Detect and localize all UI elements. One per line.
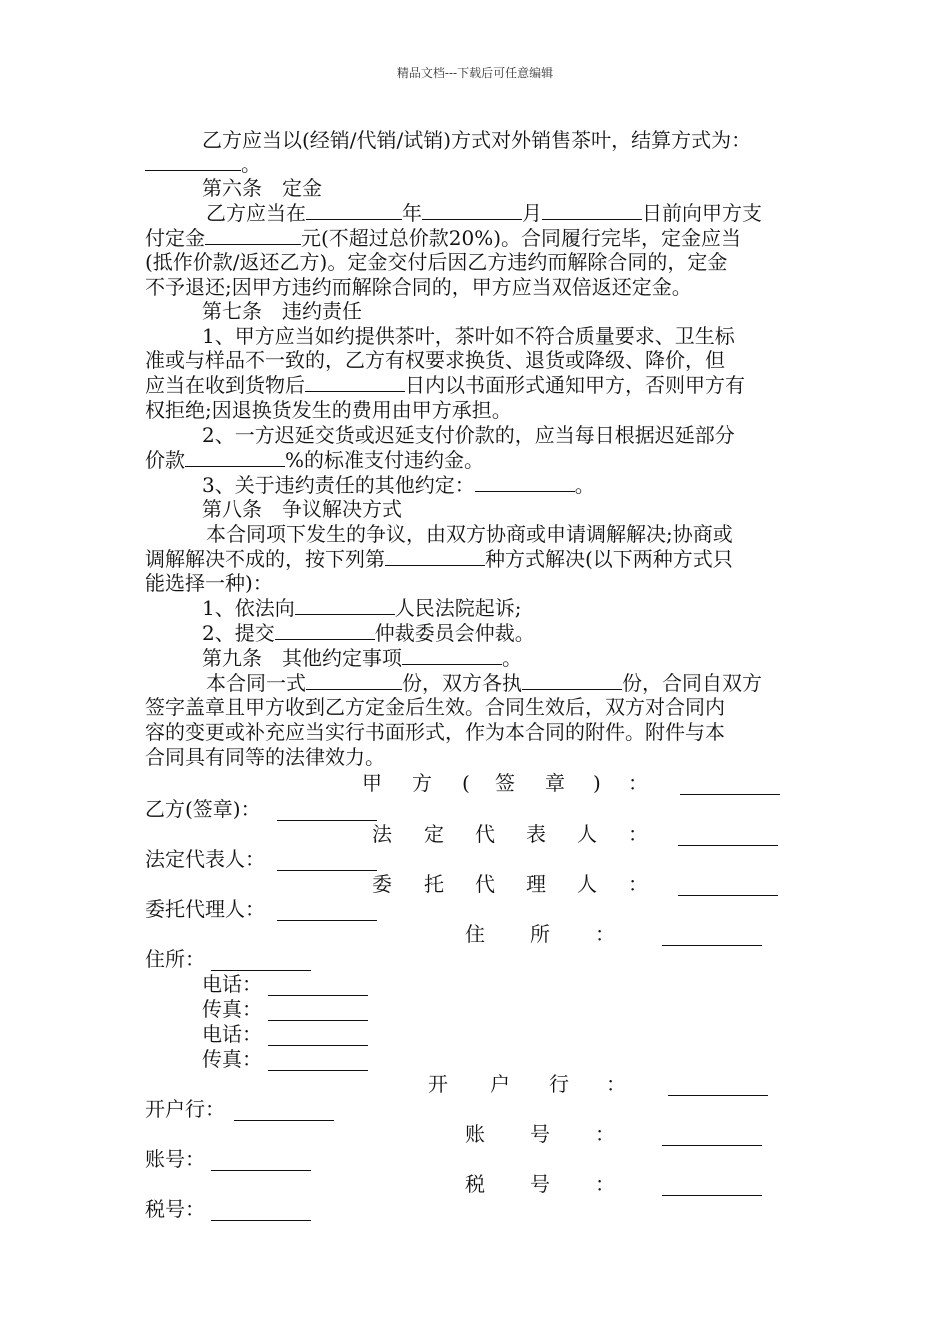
- sign-label-char: 户: [490, 1072, 510, 1096]
- sign-label-char: (: [462, 771, 470, 795]
- blank-line: [678, 894, 778, 896]
- section-heading-8: 第八条 争议解决方式: [202, 497, 402, 521]
- sign-label: 账号：: [145, 1147, 205, 1171]
- blank-line: [211, 1219, 311, 1221]
- sign-label: 法定代表人：: [145, 847, 265, 871]
- sign-label-char: 表: [526, 822, 546, 846]
- blank-line: [277, 869, 377, 871]
- sign-label: 住所：: [145, 947, 205, 971]
- blank-line: [662, 1144, 762, 1146]
- text-line: 。: [145, 152, 261, 176]
- sign-label-char: 住: [465, 922, 485, 946]
- text-line: 应当在收到货物后 日内以书面形式通知甲方，否则甲方有: [145, 373, 745, 397]
- sign-label-char: 法: [372, 822, 392, 846]
- blank-line: [145, 152, 241, 171]
- sign-label-char: 方: [412, 771, 432, 795]
- sign-label-char: 章: [545, 771, 565, 795]
- sign-label-char: 人: [577, 822, 597, 846]
- blank-line: [662, 944, 762, 946]
- text-line: 2、一方迟延交货或迟延支付价款的，应当每日根据迟延部分: [202, 423, 735, 447]
- sign-label-char: 委: [372, 872, 392, 896]
- sign-label-char: 税: [465, 1172, 485, 1196]
- sign-label-char: ：: [628, 872, 648, 896]
- text-line: 权拒绝;因退换货发生的费用由甲方承担。: [145, 398, 512, 422]
- blank-line: [268, 1019, 368, 1021]
- sign-label: 开户行：: [145, 1097, 225, 1121]
- text-line: 付定金 元(不超过总价款20%)。合同履行完毕，定金应当: [145, 226, 742, 250]
- text-line: 不予退还;因甲方违约而解除合同的，甲方应当双倍返还定金。: [145, 275, 692, 299]
- text-line: 调解解决不成的，按下列第 种方式解决(以下两种方式只: [145, 547, 733, 571]
- sign-label-char: 签: [495, 771, 515, 795]
- sign-label: 传真：: [202, 1047, 262, 1071]
- sign-label-char: ：: [628, 771, 648, 795]
- sign-label-char: 代: [475, 822, 495, 846]
- text-line: 容的变更或补充应当实行书面形式，作为本合同的附件。附件与本: [145, 720, 725, 744]
- sign-label-char: ：: [606, 1072, 626, 1096]
- sign-label-char: 人: [577, 872, 597, 896]
- blank-line: [234, 1119, 334, 1121]
- page-header: 精品文档---下载后可任意编辑: [396, 66, 554, 80]
- blank-line: [268, 1044, 368, 1046]
- sign-label: 委托代理人：: [145, 897, 265, 921]
- sign-label-char: 号: [530, 1122, 550, 1146]
- blank-line: [680, 793, 780, 795]
- sign-label: 乙方(签章)：: [145, 797, 261, 821]
- sign-label-char: 甲: [362, 771, 382, 795]
- sign-label: 传真：: [202, 997, 262, 1021]
- sign-label-char: 托: [424, 872, 444, 896]
- sign-label: 电话：: [202, 972, 262, 996]
- sign-label-char: 代: [475, 872, 495, 896]
- section-heading-6: 第六条 定金: [202, 176, 322, 200]
- blank-line: [268, 994, 368, 996]
- sign-label-char: 开: [428, 1072, 448, 1096]
- sign-label-char: ：: [628, 822, 648, 846]
- blank-line: [211, 1169, 311, 1171]
- blank-line: [668, 1094, 768, 1096]
- sign-label-char: 理: [526, 872, 546, 896]
- text-line: 本合同一式 份，双方各执 份，合同自双方: [206, 671, 762, 695]
- section-heading-7: 第七条 违约责任: [202, 299, 362, 323]
- text-line: 签字盖章且甲方收到乙方定金后生效。合同生效后，双方对合同内: [145, 695, 725, 719]
- blank-line: [678, 844, 778, 846]
- sign-label-char: 账: [465, 1122, 485, 1146]
- sign-label-char: 号: [530, 1172, 550, 1196]
- sign-label-char: 定: [424, 822, 444, 846]
- sign-label-char: ：: [595, 922, 615, 946]
- text-line: 1、依法向 人民法院起诉;: [202, 596, 522, 620]
- blank-line: [277, 919, 377, 921]
- text-line: 3、关于违约责任的其他约定： 。: [202, 473, 595, 497]
- sign-label-char: ): [593, 771, 601, 795]
- text-line: 1、甲方应当如约提供茶叶，茶叶如不符合质量要求、卫生标: [202, 324, 735, 348]
- text-line: 2、提交 仲裁委员会仲裁。: [202, 621, 535, 645]
- sign-label-char: 所: [530, 922, 550, 946]
- sign-label-char: ：: [595, 1122, 615, 1146]
- sign-label-char: 行: [549, 1072, 569, 1096]
- blank-line: [268, 1069, 368, 1071]
- text-line: 乙方应当以(经销/代销/试销)方式对外销售茶叶，结算方式为：: [202, 128, 752, 152]
- text-line: (抵作价款/返还乙方)。定金交付后因乙方违约而解除合同的，定金: [145, 250, 728, 274]
- text-line: 准或与样品不一致的，乙方有权要求换货、退货或降级、降价，但: [145, 348, 725, 372]
- text-line: 价款 %的标准支付违约金。: [145, 448, 485, 472]
- sign-label-char: ：: [595, 1172, 615, 1196]
- blank-line: [211, 969, 311, 971]
- text-line: 本合同项下发生的争议，由双方协商或申请调解解决;协商或: [206, 522, 733, 546]
- text-line: 能选择一种)：: [145, 571, 273, 595]
- text-line: 合同具有同等的法律效力。: [145, 745, 385, 769]
- blank-line: [662, 1194, 762, 1196]
- blank-line: [277, 819, 377, 821]
- sign-label: 税号：: [145, 1197, 205, 1221]
- section-heading-9: 第九条 其他约定事项 。: [202, 646, 522, 670]
- text-line: 乙方应当在 年 月 日前向甲方支: [206, 201, 762, 225]
- sign-label: 电话：: [202, 1022, 262, 1046]
